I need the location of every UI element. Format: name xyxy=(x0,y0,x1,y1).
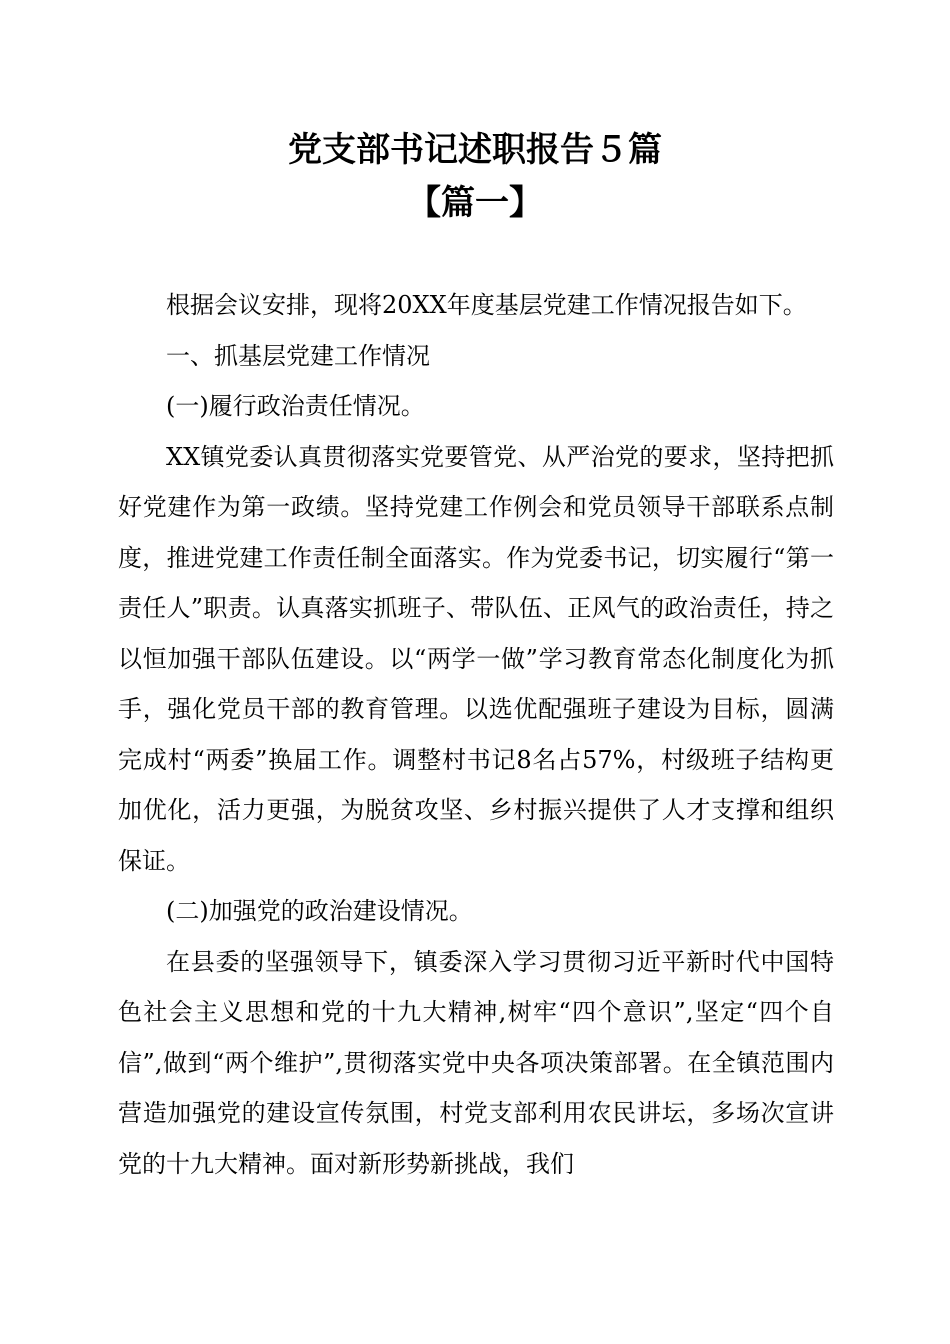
section-heading: 一、抓基层党建工作情况 xyxy=(166,341,430,370)
paragraph: 在县委的坚强领导下，镇委深入学习贯彻习近平新时代中国特色社会主义思想和党的十九大精神,树牢“四个意识”,坚定“四个自信”,做到“两个维护”,贯彻落实党中央各项决策部署。在全镇范围内营造加强党的建设宣传氛围，村党支部利用农民讲坛，多场次宣讲党的十九大精神。面对新形势新挑战，我们 xyxy=(118,947,834,1178)
paragraph: 根据会议安排，现将20XX年度基层党建工作情况报告如下。 xyxy=(166,291,807,319)
subsection-heading: (二)加强党的政治建设情况。 xyxy=(166,897,473,925)
document-title: 党支部书记述职报告５篇 xyxy=(288,130,662,170)
paragraph: XX镇党委认真贯彻落实党要管党、从严治党的要求，坚持把抓好党建作为第一政绩。坚持党建工作例会和党员领导干部联系点制度，推进党建工作责任制全面落实。作为党委书记，切实履行“第一责任人”职责。认真落实抓班子、带队伍、正风气的政治责任，持之以恒加强干部队伍建设。以“两学一做”学习教育常态化制度化为抓手，强化党员干部的教育管理。以选优配强班子建设为目标，圆满完成村“两委”换届工作。调整村书记8名占57%，村级班子结构更加优化，活力更强，为脱贫攻坚、乡村振兴提供了人才支撑和组织保证。 xyxy=(118,442,834,875)
document-body xyxy=(118,280,834,1189)
subsection-heading: (一)履行政治责任情况。 xyxy=(166,392,425,420)
document-subtitle: 【篇一】 xyxy=(407,183,543,223)
